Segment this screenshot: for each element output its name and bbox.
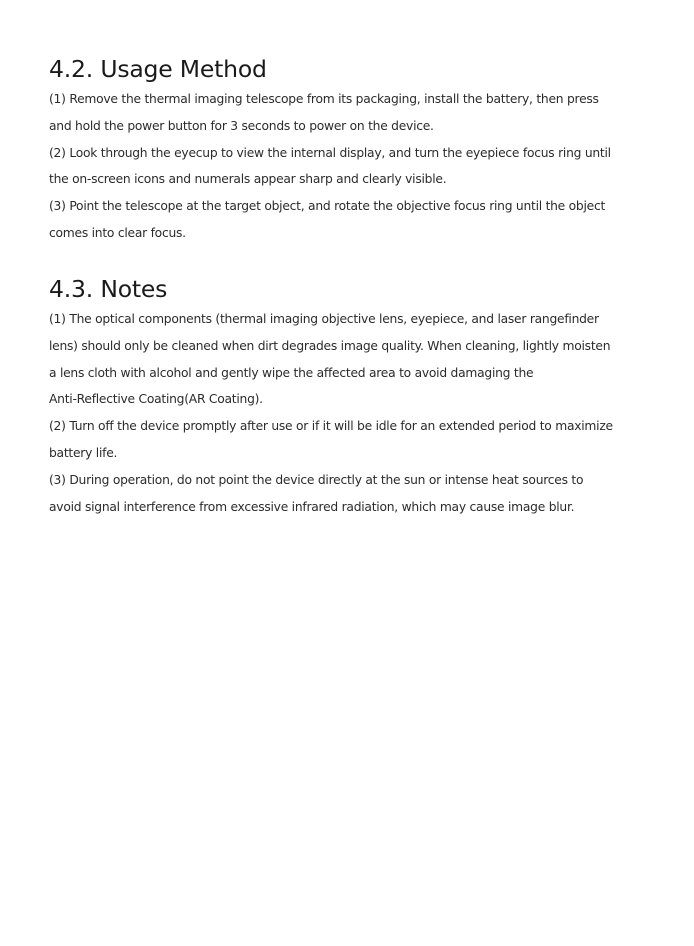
note-1-line-1: (1) The optical components (thermal imaging objective lens, eyepiece, and laser rangefinder — [49, 312, 599, 326]
notes-body — [49, 306, 667, 520]
usage-method-heading: 4.2. Usage Method — [49, 55, 267, 83]
usage-step-3 — [49, 193, 667, 247]
usage-step-1-line-1: (1) Remove the thermal imaging telescope from its packaging, install the battery, then press — [49, 92, 599, 106]
usage-method-body — [49, 86, 667, 247]
usage-method-section — [49, 53, 667, 247]
note-1-line-4: Anti-Reflective Coating(AR Coating). — [49, 392, 263, 407]
usage-step-2-line-1: (2) Look through the eyecup to view the internal display, and turn the eyepiece focus ring until — [49, 145, 611, 160]
note-2-line-2: battery life. — [49, 445, 118, 460]
note-3 — [49, 467, 667, 521]
notes-section — [49, 273, 667, 520]
notes-heading: 4.3. Notes — [49, 275, 168, 303]
note-3-line-2: avoid signal interference from excessive infrared radiation, which may cause image blur. — [49, 499, 575, 514]
usage-step-1 — [49, 86, 667, 140]
usage-step-2 — [49, 140, 667, 194]
usage-step-3-line-1: (3) Point the telescope at the target object, and rotate the objective focus ring until the object — [49, 199, 606, 214]
usage-step-3-line-2: comes into clear focus. — [49, 225, 186, 240]
note-1-line-2: lens) should only be cleaned when dirt degrades image quality. When cleaning, lightly moisten — [49, 338, 611, 353]
note-3-line-1: (3) During operation, do not point the device directly at the sun or intense heat sources to — [49, 472, 584, 487]
usage-step-2-line-2: the on-screen icons and numerals appear sharp and clearly visible. — [49, 172, 447, 187]
note-2 — [49, 413, 667, 467]
note-1-line-3: a lens cloth with alcohol and gently wipe the affected area to avoid damaging the — [49, 365, 534, 380]
note-1 — [49, 306, 667, 413]
usage-step-1-line-2: and hold the power button for 3 seconds to power on the device. — [49, 118, 434, 133]
note-2-line-1: (2) Turn off the device promptly after use or if it will be idle for an extended period to maximize — [49, 419, 613, 434]
